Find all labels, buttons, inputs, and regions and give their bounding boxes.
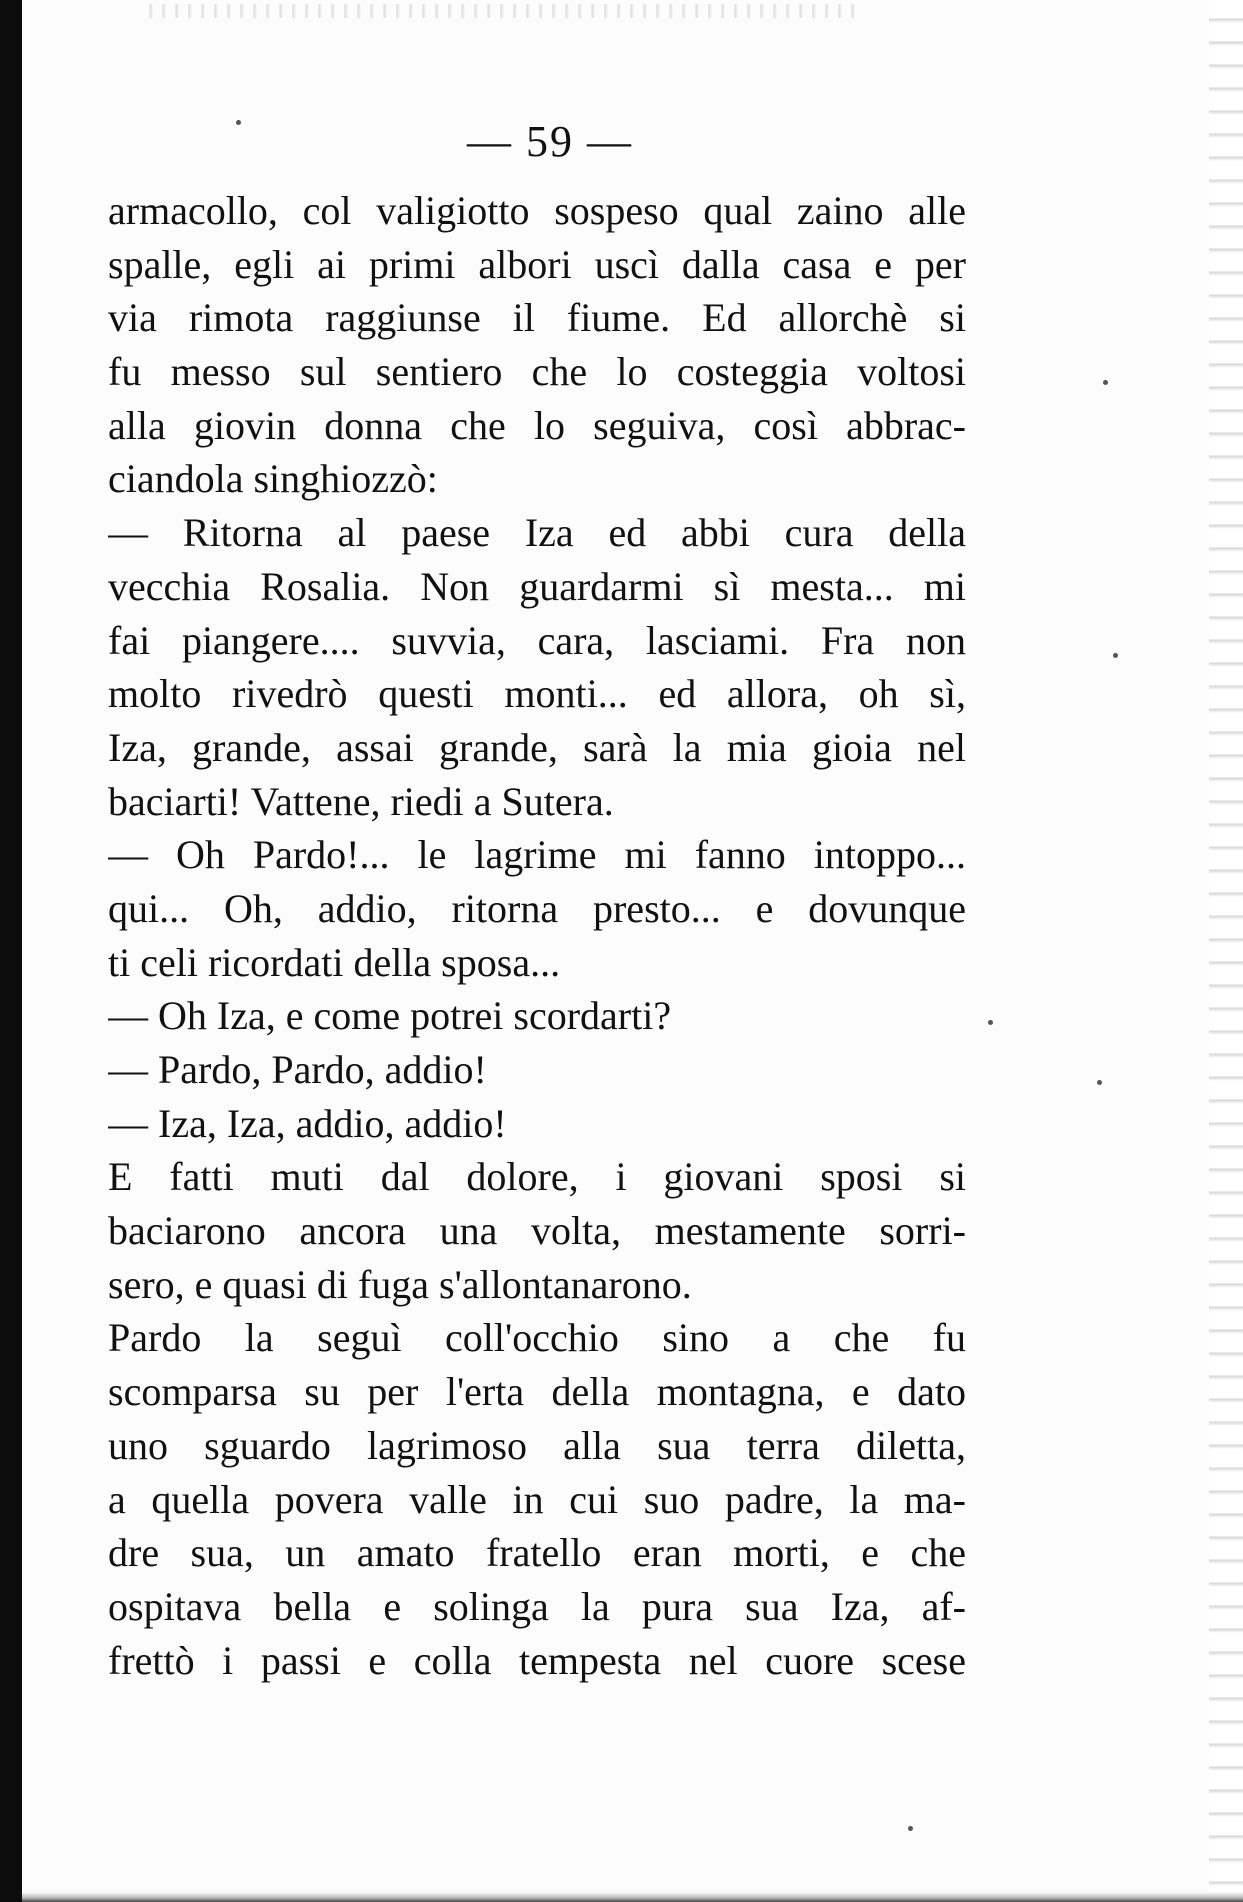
scan-noise [140,4,860,18]
text-line: fu messo sul sentiero che lo costeggia voltosi [108,349,966,395]
page-number: — 59 — [467,117,633,166]
text-line: sero, e quasi di fuga s'allontanarono. [108,1261,692,1307]
scan-speck [988,1020,993,1025]
text-line: vecchia Rosalia. Non guardarmi sì mesta... mi [108,563,966,609]
text-line: baciarti! Vattene, riedi a Sutera. [108,778,614,824]
text-line: scomparsa su per l'erta della montagna, e dato [108,1369,966,1415]
text-line: alla giovin donna che lo seguiva, così abbrac- [108,402,966,448]
page-bottom-edge [22,1892,1243,1902]
text-line: ciandola singhiozzò: [108,456,438,502]
text-line: baciarono ancora una volta, mestamente sorri- [108,1208,966,1254]
text-line: via rimota raggiunse il fiume. Ed allorchè si [108,295,966,341]
scan-speck [1113,653,1118,658]
scan-speck [908,1826,913,1831]
text-line: Iza, grande, assai grande, sarà la mia gioia nel [108,724,966,770]
text-line: fai piangere.... suvvia, cara, lasciami. Fra non [108,617,966,663]
text-line: E fatti muti dal dolore, i giovani sposi si [108,1154,966,1200]
text-line: frettò i passi e colla tempesta nel cuore scese [108,1637,966,1683]
text-line: dre sua, un amato fratello eran morti, e che [108,1530,966,1576]
body-text [108,184,966,1687]
text-line: — Oh Iza, e come potrei scordarti? [108,993,672,1039]
text-line: ti celi ricordati della sposa... [108,939,561,985]
page-spine-shadow [0,0,22,1902]
text-line: uno sguardo lagrimoso alla sua terra diletta, [108,1422,966,1468]
text-line: — Ritorna al paese Iza ed abbi cura della [108,510,966,556]
text-line: — Pardo, Pardo, addio! [108,1047,487,1092]
text-line: armacollo, col valigiotto sospeso qual zaino alle [108,188,966,233]
scan-speck [1097,1080,1102,1085]
text-line: ospitava bella e solinga la pura sua Iza, af- [108,1583,966,1629]
text-line: molto rivedrò questi monti... ed allora, oh sì, [108,671,966,717]
text-line: — Iza, Iza, addio, addio! [108,1100,507,1146]
text-line: qui... Oh, addio, ritorna presto... e dovunque [108,885,966,931]
page-right-edge [1209,0,1243,1902]
text-line: spalle, egli ai primi albori uscì dalla casa e per [108,241,966,287]
text-line: Pardo la seguì coll'occhio sino a che fu [108,1315,966,1361]
text-line: — Oh Pardo!... le lagrime mi fanno intoppo... [108,832,966,878]
scan-speck [1103,380,1108,385]
text-line: a quella povera valle in cui suo padre, la ma- [108,1476,966,1522]
